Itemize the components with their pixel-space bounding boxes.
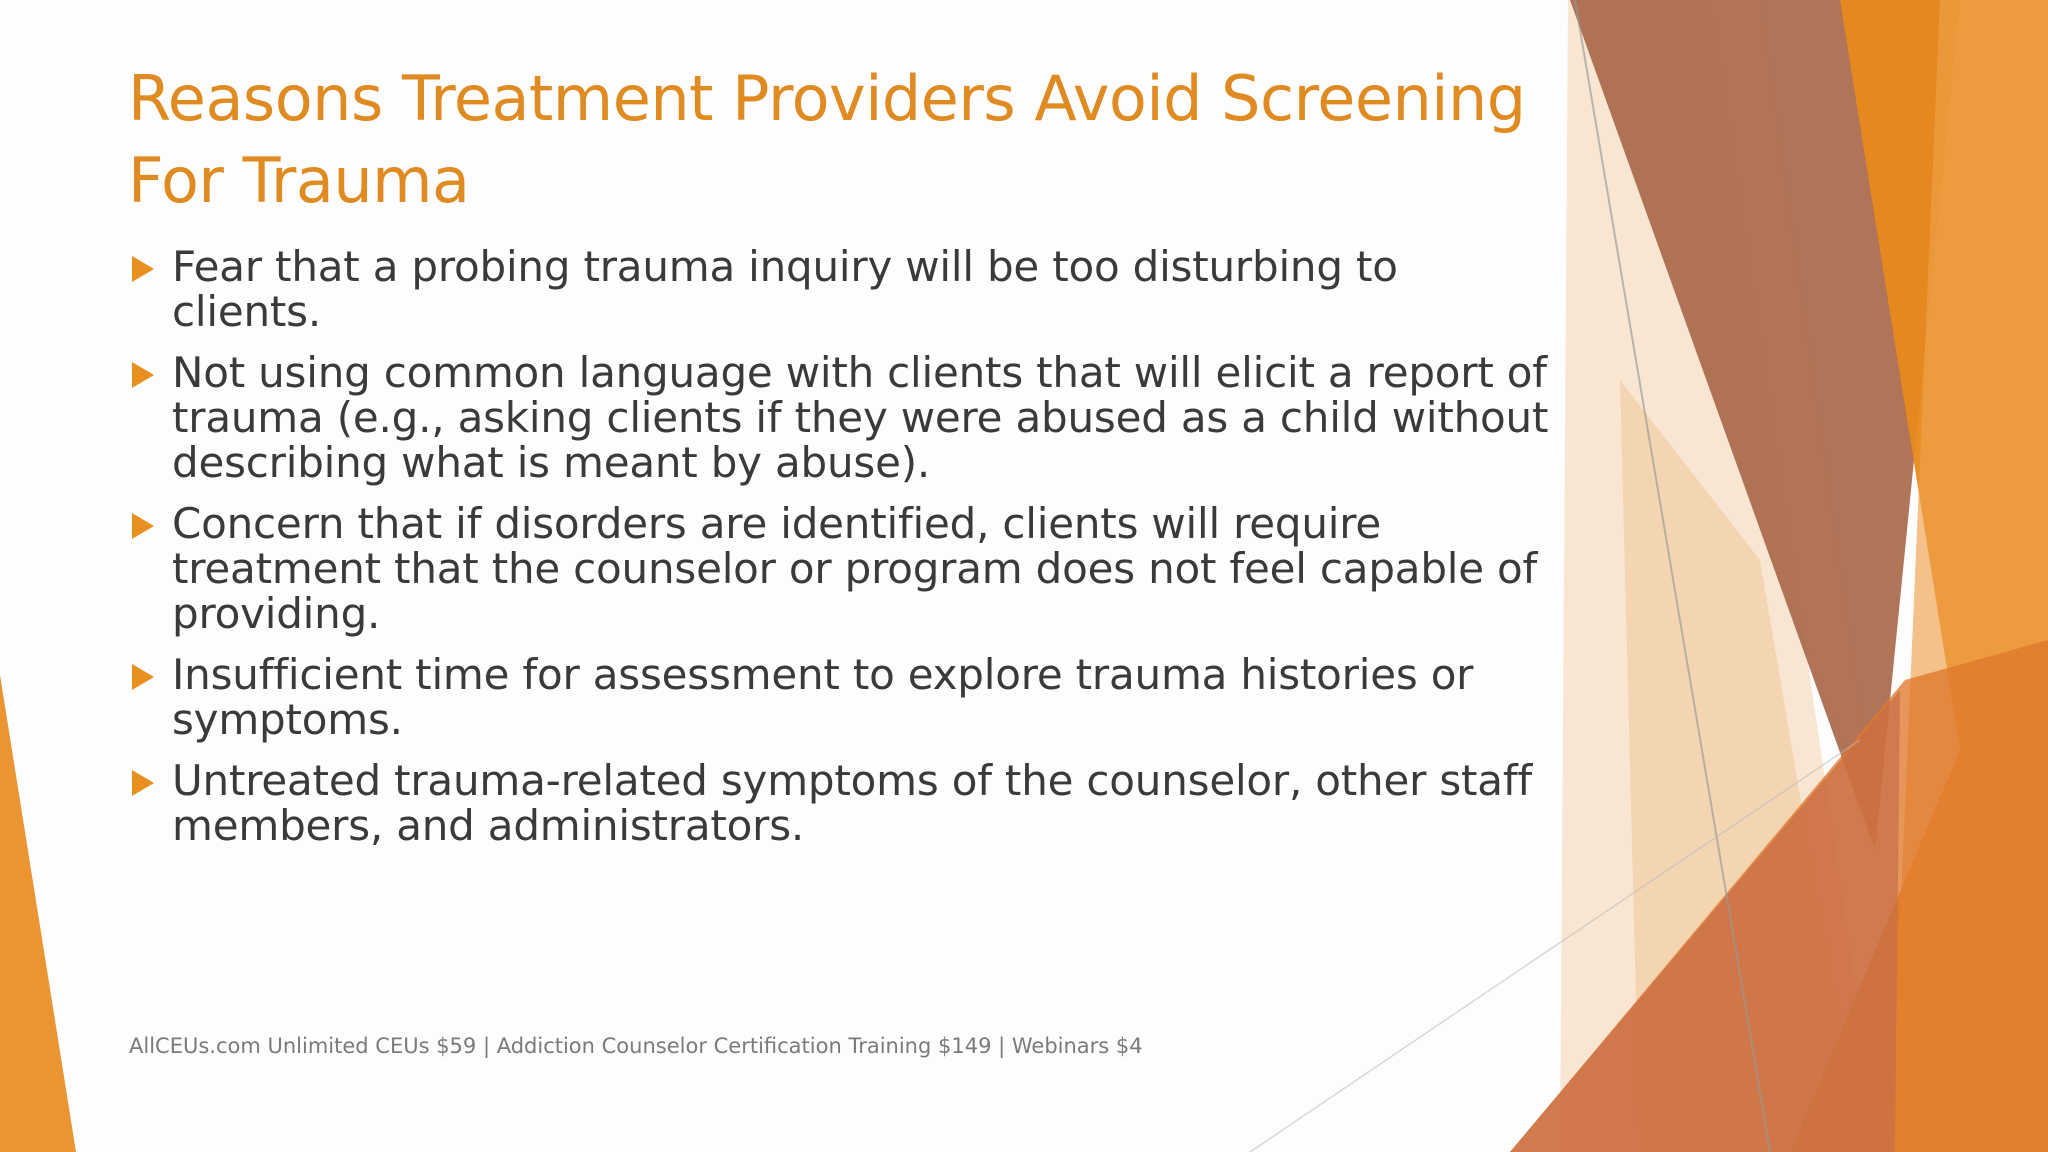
footer-text: AllCEUs.com Unlimited CEUs $59 | Addiction Counselor Certification Training $149 | Webinars $4 <box>129 1034 1143 1058</box>
list-item <box>130 758 1550 848</box>
slide-title: Reasons Treatment Providers Avoid Screening For Trauma <box>128 62 1526 217</box>
right-triangle-icon <box>132 770 154 796</box>
left-orange-wedge <box>0 675 76 1152</box>
bullet-text: Insufficient time for assessment to explore trauma histories or symptoms. <box>172 650 1474 744</box>
right-triangle-icon <box>132 513 154 539</box>
bullet-text: Fear that a probing trauma inquiry will be too disturbing to clients. <box>172 242 1398 336</box>
right-triangle-icon <box>132 664 154 690</box>
right-triangle-icon <box>132 362 154 388</box>
list-item <box>130 350 1550 485</box>
right-triangle-icon <box>132 256 154 282</box>
bullet-text: Concern that if disorders are identified, clients will require treatment that the counselor or program does not feel capable of providing. <box>172 499 1538 638</box>
list-item <box>130 652 1550 742</box>
bullet-text: Not using common language with clients that will elicit a report of trauma (e.g., asking clients if they were abused as a child without describing what is meant by abuse). <box>172 348 1549 487</box>
list-item <box>130 501 1550 636</box>
bullet-list <box>130 244 1550 864</box>
list-item <box>130 244 1550 334</box>
bullet-text: Untreated trauma-related symptoms of the counselor, other staff members, and administrators. <box>172 756 1532 850</box>
